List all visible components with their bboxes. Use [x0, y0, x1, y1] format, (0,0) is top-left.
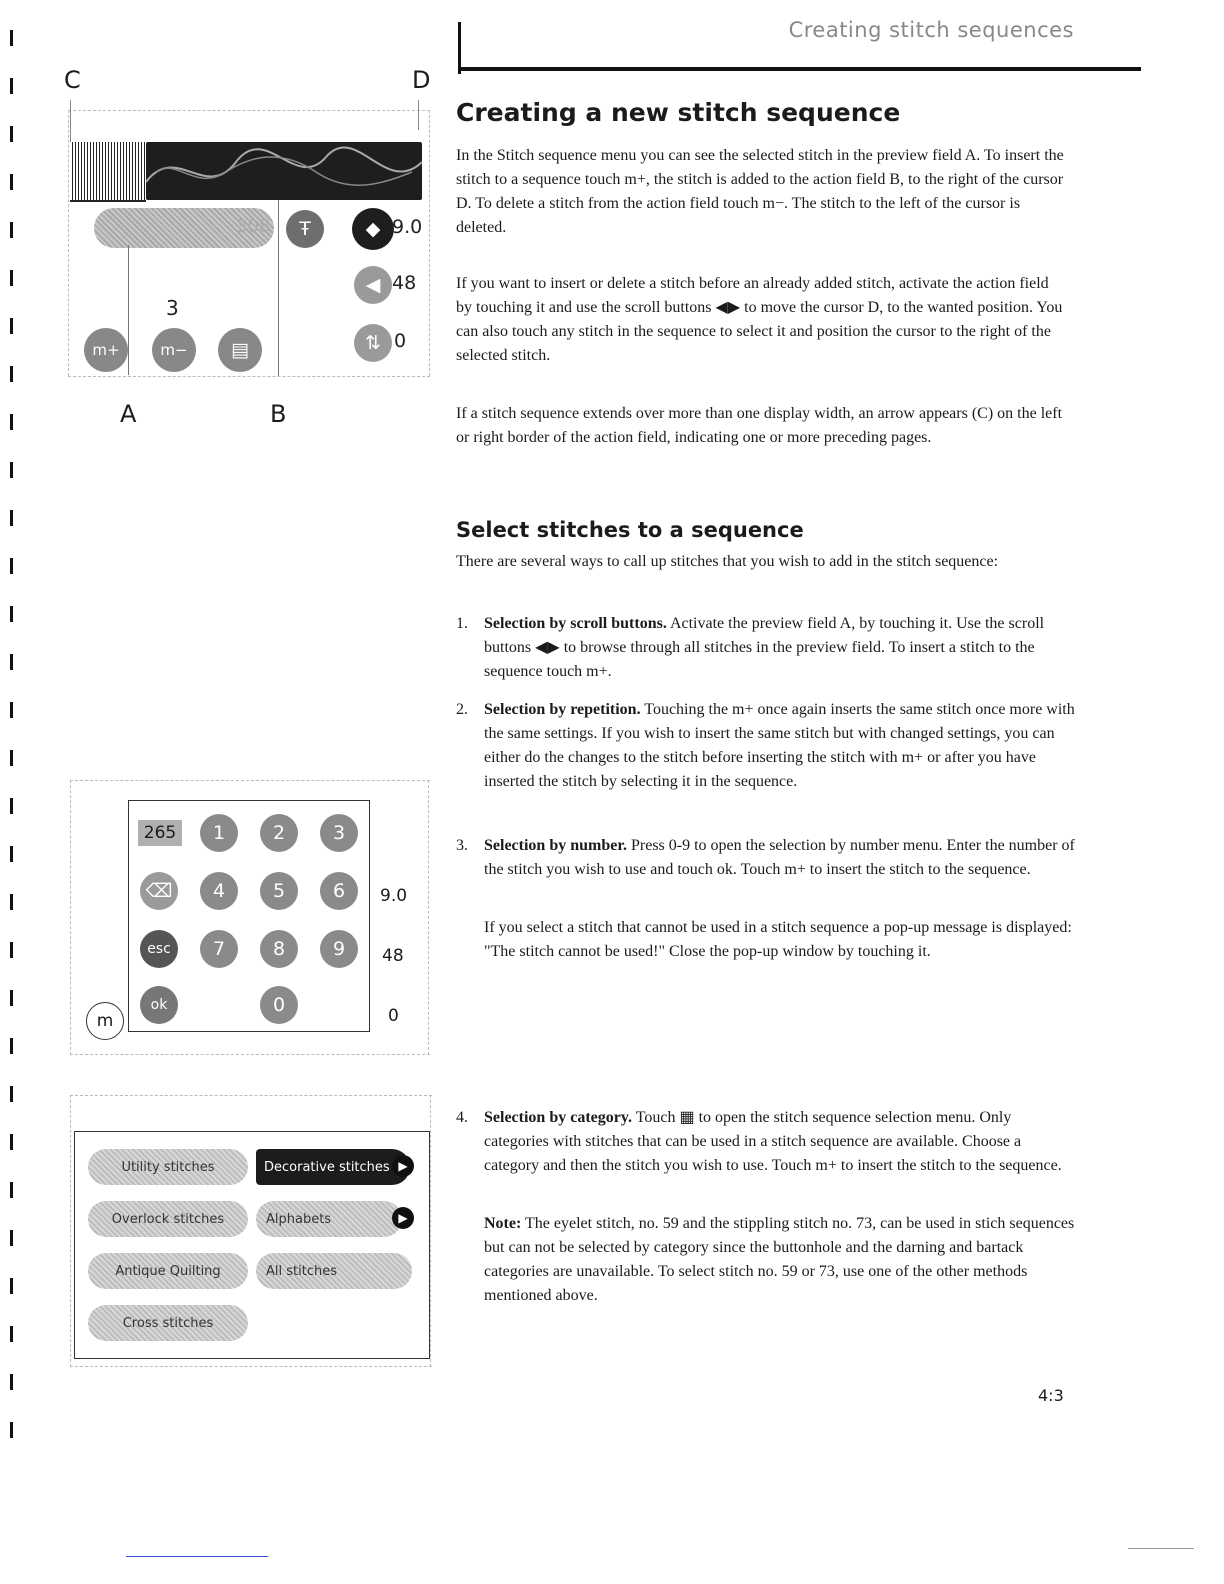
list-item-lead: Selection by number.	[484, 837, 627, 854]
list-item-number: 4.	[456, 1109, 468, 1126]
frame-left	[70, 780, 71, 1055]
note	[456, 1212, 1076, 1308]
arrow-right-icon: ▶	[392, 1207, 414, 1229]
note-lead: Note:	[484, 1215, 522, 1232]
list-item-lead: Selection by category.	[484, 1109, 632, 1126]
list-icon: ▤	[231, 339, 249, 361]
esc-button[interactable]: esc	[140, 930, 178, 968]
binding-marks	[10, 30, 20, 1430]
paragraph-2: If you want to insert or delete a stitch before an already added stitch, activate the action field by touching it and use the scroll buttons ◀▶ to move the cursor D, to the wanted position. You can also touch any stitch in the sequence to select it and position the cursor to the right of the selected stitch.	[456, 275, 1063, 364]
length-value: 48	[392, 272, 417, 294]
list-item-number: 2.	[456, 701, 468, 718]
frame-bottom	[70, 1366, 432, 1367]
side-width-value: 9.0	[380, 886, 408, 906]
section-title-new-sequence: Creating a new stitch sequence	[456, 98, 901, 127]
clear-button[interactable]	[140, 872, 178, 910]
sequence-menu-button[interactable]	[218, 328, 262, 372]
category-cross[interactable]: Cross stitches	[88, 1305, 248, 1341]
key-5[interactable]: 5	[260, 872, 298, 910]
frame-right	[429, 110, 430, 376]
frame-top	[68, 110, 430, 111]
m-delete-label: m−	[160, 341, 188, 359]
header-rule-horizontal	[458, 67, 1141, 71]
side-mirror-value: 0	[388, 1006, 399, 1026]
frame-top	[70, 780, 430, 781]
category-utility[interactable]: Utility stitches	[88, 1149, 248, 1185]
paragraph-1: In the Stitch sequence menu you can see the selected stitch in the preview field A. To insert the stitch to a sequence touch m+, the stitch is added to the action field B, to the right of the cursor D. To delete a stitch from the action field touch m−. The stitch to the left of the cursor is deleted.	[456, 147, 1064, 236]
category-all[interactable]: All stitches	[256, 1253, 412, 1289]
callout-d: D	[412, 66, 431, 94]
key-6[interactable]: 6	[320, 872, 358, 910]
figure-category-menu	[70, 1095, 432, 1367]
frame-left	[70, 1095, 71, 1367]
m-delete-button[interactable]	[152, 328, 196, 372]
list-item-text: If you select a stitch that cannot be used in a stitch sequence a pop-up message is displayed: "The stitch cannot be used!" Close the pop-up window by touching it.	[484, 919, 1072, 960]
category-antique-quilting[interactable]: Antique Quilting	[88, 1253, 248, 1289]
figure-number-keypad	[70, 780, 430, 1055]
list-item-lead: Selection by scroll buttons.	[484, 615, 667, 632]
key-0[interactable]: 0	[260, 986, 298, 1024]
frame-left	[68, 110, 69, 376]
length-button[interactable]	[354, 266, 392, 304]
width-icon: ◆	[365, 218, 381, 240]
side-length-value: 48	[382, 946, 404, 966]
list-item	[456, 1106, 1076, 1178]
bottom-rule-right	[1128, 1548, 1194, 1549]
ok-button[interactable]: ok	[140, 986, 178, 1024]
callout-c: C	[64, 66, 81, 94]
width-value: 9.0	[392, 216, 423, 238]
frame-bottom	[68, 376, 430, 377]
note-text: The eyelet stitch, no. 59 and the stippling stitch no. 73, can be used in stich sequences but can not be selected by category since the buttonhole and the darning and bartack categories are unavailable. To select stitch no. 59 or 73, use one of the other methods mentioned above.	[484, 1215, 1075, 1304]
mirror-value: 0	[394, 330, 407, 352]
list-item	[456, 698, 1076, 794]
stitch-number: 308	[236, 216, 271, 237]
callout-b: B	[270, 400, 287, 428]
frame-right	[430, 1095, 431, 1367]
mirror-button[interactable]	[354, 324, 392, 362]
length-icon: ◀	[365, 274, 381, 296]
frame-bottom	[70, 1054, 430, 1055]
callout-a: A	[120, 400, 137, 428]
arrow-right-icon: ▶	[392, 1155, 414, 1177]
intro-paragraph: There are several ways to call up stitches that you wish to add in the stitch sequence:	[456, 553, 999, 570]
frame-right	[428, 780, 429, 1055]
key-1[interactable]: 1	[200, 814, 238, 852]
repeat-count: 3	[166, 296, 179, 320]
leader-d	[418, 100, 419, 130]
category-decorative[interactable]: Decorative stitches	[256, 1149, 410, 1185]
running-title: Creating stitch sequences	[788, 18, 1074, 42]
page-number: 4:3	[1038, 1386, 1064, 1405]
key-7[interactable]: 7	[200, 930, 238, 968]
leader-a	[128, 245, 129, 375]
category-alphabets[interactable]: Alphabets	[256, 1201, 402, 1237]
feather-stitch-pattern	[146, 142, 422, 200]
list-item-number: 1.	[456, 615, 468, 632]
key-2[interactable]: 2	[260, 814, 298, 852]
leader-b	[278, 200, 279, 376]
list-item	[456, 612, 1076, 684]
list-item-text: Touch ▦ to open the stitch sequence selection menu. Only categories with stitches that can be used in a stitch sequence are available. Choose a category and then the stitch you wish to use. Touch m+ to insert the stitch to the sequence.	[484, 1109, 1062, 1174]
eraser-icon: ⌫	[145, 880, 173, 902]
action-field-decorative-stitches[interactable]	[146, 142, 422, 200]
paragraph-3: If a stitch sequence extends over more than one display width, an arrow appears (C) on the left or right border of the action field, indicating one or more preceding pages.	[456, 405, 1063, 446]
list-item-number: 3.	[456, 837, 468, 854]
mirror-icon: ⇅	[365, 332, 381, 354]
tension-icon: Ŧ	[299, 218, 311, 240]
m-insert-button[interactable]	[84, 328, 128, 372]
key-3[interactable]: 3	[320, 814, 358, 852]
list-item-text: Activate the preview field A, by touching it. Use the scroll buttons ◀▶ to browse through all stitches in the preview field. To insert a stitch to the sequence touch m+.	[484, 615, 1045, 680]
m-insert-label: m+	[92, 341, 120, 359]
figure-stitch-sequence-screen	[60, 60, 440, 430]
bottom-rule	[126, 1556, 268, 1557]
frame-top	[70, 1095, 432, 1096]
list-item	[456, 834, 1076, 882]
list-item-text: Press 0-9 to open the selection by number menu. Enter the number of the stitch you wish to use and touch ok. Touch m+ to insert the stitch to the sequence.	[484, 837, 1075, 878]
key-4[interactable]: 4	[200, 872, 238, 910]
key-8[interactable]: 8	[260, 930, 298, 968]
number-display: 265	[138, 820, 182, 846]
category-overlock[interactable]: Overlock stitches	[88, 1201, 248, 1237]
section-title-select-stitches: Select stitches to a sequence	[456, 518, 804, 542]
key-9[interactable]: 9	[320, 930, 358, 968]
action-field-heart-stitch[interactable]	[70, 142, 146, 202]
list-item-continuation	[456, 916, 1076, 964]
m-button-partial[interactable]: m	[86, 1002, 124, 1040]
list-item-text: Touching the m+ once again inserts the same stitch once more with the same settings. If you wish to insert the same stitch but with changed settings, you can either do the changes to the stitch before inserting the stitch with m+ or after you have inserted the stitch by selecting it in the sequence.	[484, 701, 1075, 790]
list-item-lead: Selection by repetition.	[484, 701, 641, 718]
tension-button[interactable]	[286, 210, 324, 248]
width-button[interactable]	[352, 208, 394, 250]
